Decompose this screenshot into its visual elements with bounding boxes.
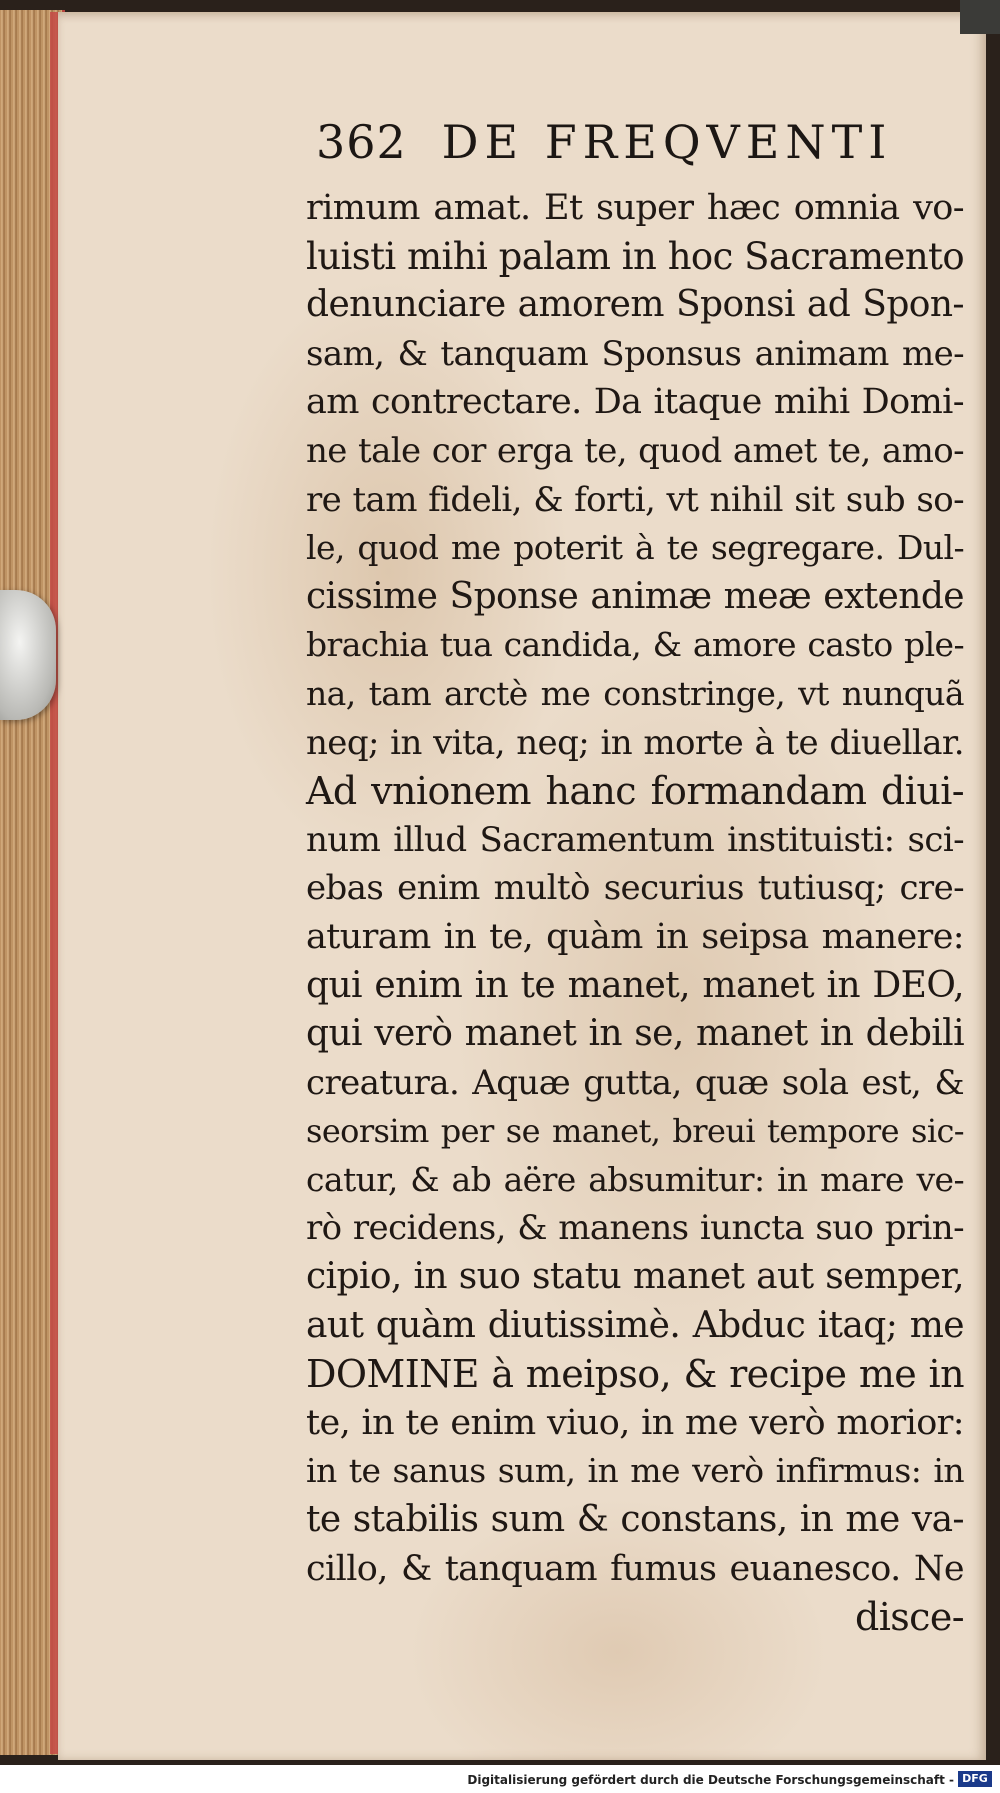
text-line: te stabilis sum & constans, in me va- [306,1499,964,1541]
text-line: Ad vnionem hanc formandam diui- [306,769,964,814]
text-line: denunciare amorem Sponsi ad Spon- [306,284,964,326]
metal-clasp [0,590,56,720]
text-line: in te sanus sum, in me verò infirmus: in [306,1451,964,1491]
text-line: neq; in vita, neq; in morte à te diuellar. [306,722,964,763]
text-line: cipio, in suo statu manet aut semper, [306,1256,964,1298]
dfg-logo-icon: DFG [958,1771,992,1787]
text-line: na, tam arctè me constringe, vt nunquã [306,673,964,713]
text-line: cillo, & tanquam fumus euanesco. Ne [306,1548,964,1589]
text-line: rimum amat. Et super hæc omnia vo- [306,188,964,228]
page-number: 362 [316,115,407,169]
text-line: te, in te enim viuo, in me verò morior: [306,1402,964,1443]
catchword: disce- [855,1595,964,1640]
text-line: qui verò manet in se, manet in debili [306,1013,964,1055]
text-line: aturam in te, quàm in seipsa manere: [306,916,964,957]
text-line: ne tale cor erga te, quod amet te, amo- [306,430,964,471]
text-line: sam, & tanquam Sponsus animam me- [306,333,964,374]
text-line: creatura. Aquæ gutta, quæ sola est, & [306,1062,964,1103]
body-text [306,184,964,1642]
text-line: re tam fideli, & forti, vt nihil sit sub so- [306,479,964,520]
text-line: ebas enim multò securius tutiusq; cre- [306,868,964,909]
text-line: num illud Sacramentum instituisti: sci- [306,819,964,860]
text-line: qui enim in te manet, manet in DEO, [306,964,964,1006]
text-line: brachia tua candida, & amore casto ple- [306,625,964,665]
text-line: catur, & ab aëre absumitur: in mare ve- [306,1159,964,1199]
running-head [316,114,916,170]
text-line: aut quàm diutissimè. Abduc itaq; me [306,1304,964,1346]
text-line: cissime Sponse animæ meæ extende [306,575,964,617]
digitization-footer [0,1765,1000,1793]
text-line: DOMINE à meipso, & recipe me in [306,1352,964,1397]
text-line: luisti mihi palam in hoc Sacramento [306,234,964,278]
book-page [58,12,986,1760]
running-head-title: DE FREQVENTI [441,115,893,169]
text-line: rò recidens, & manens iuncta suo prin- [306,1208,964,1249]
text-line: am contrectare. Da itaque mihi Domi- [306,382,964,423]
text-line: seorsim per se manet, breui tempore sic- [306,1112,964,1151]
scan-corner [960,0,1000,34]
text-line: le, quod me poterit à te segregare. Dul- [306,528,964,568]
footer-credit: Digitalisierung gefördert durch die Deutsche Forschungsgemeinschaft - [467,1773,954,1787]
